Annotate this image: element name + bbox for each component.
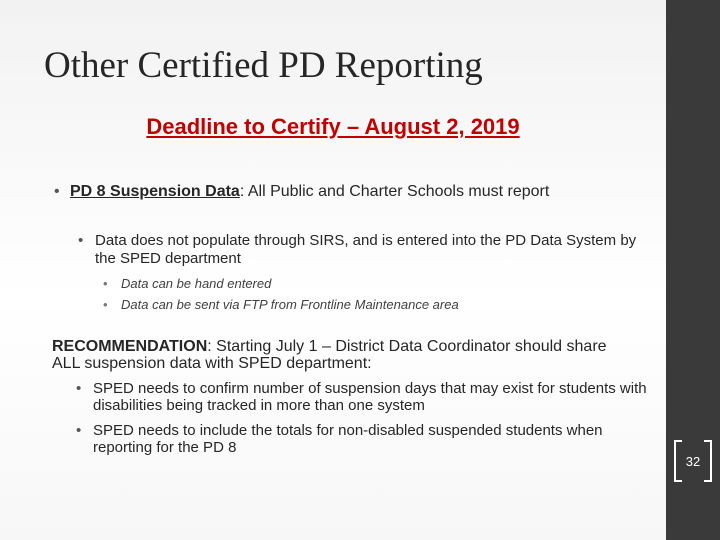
rec-bullet-confirm <box>76 380 653 414</box>
bullet-hand-entered <box>103 276 641 292</box>
page-number-box <box>672 440 714 482</box>
recommendation-label: RECOMMENDATION <box>52 338 208 355</box>
bullet-glyph: • <box>76 380 82 397</box>
bullet-glyph: • <box>103 276 108 291</box>
pd8-text: : All Public and Charter Schools must report <box>239 183 550 200</box>
sirs-note-text: Data does not populate through SIRS, and is entered into the PD Data System by the SPED department <box>95 232 637 267</box>
slide-title: Other Certified PD Reporting <box>44 45 483 86</box>
recommendation-text: : Starting July 1 – District Data Coordinator should share ALL suspension data with SPED department: <box>52 338 607 372</box>
rec-bullet-totals-text: SPED needs to include the totals for non-disabled suspended students when reporting for the PD 8 <box>93 422 603 456</box>
bullet-ftp <box>103 297 641 313</box>
ftp-text: Data can be sent via FTP from Frontline Maintenance area <box>121 297 459 312</box>
rec-bullet-confirm-text: SPED needs to confirm number of suspension days that may exist for students with disabilities being tracked in more than one system <box>93 380 647 414</box>
bullet-glyph: • <box>54 183 60 200</box>
bullet-glyph: • <box>78 232 84 249</box>
rec-bullet-totals <box>76 422 653 456</box>
deadline-subtitle: Deadline to Certify – August 2, 2019 <box>146 114 520 139</box>
pd8-label: PD 8 Suspension Data <box>70 183 240 200</box>
recommendation <box>52 338 612 372</box>
hand-entered-text: Data can be hand entered <box>121 276 272 291</box>
left-bracket-decoration <box>674 440 682 482</box>
right-bracket-decoration <box>704 440 712 482</box>
page-number: 32 <box>685 453 701 469</box>
bullet-sirs-note <box>78 232 655 268</box>
bullet-glyph: • <box>76 422 82 439</box>
bullet-pd8-suspension <box>54 182 615 201</box>
bullet-glyph: • <box>103 297 108 312</box>
